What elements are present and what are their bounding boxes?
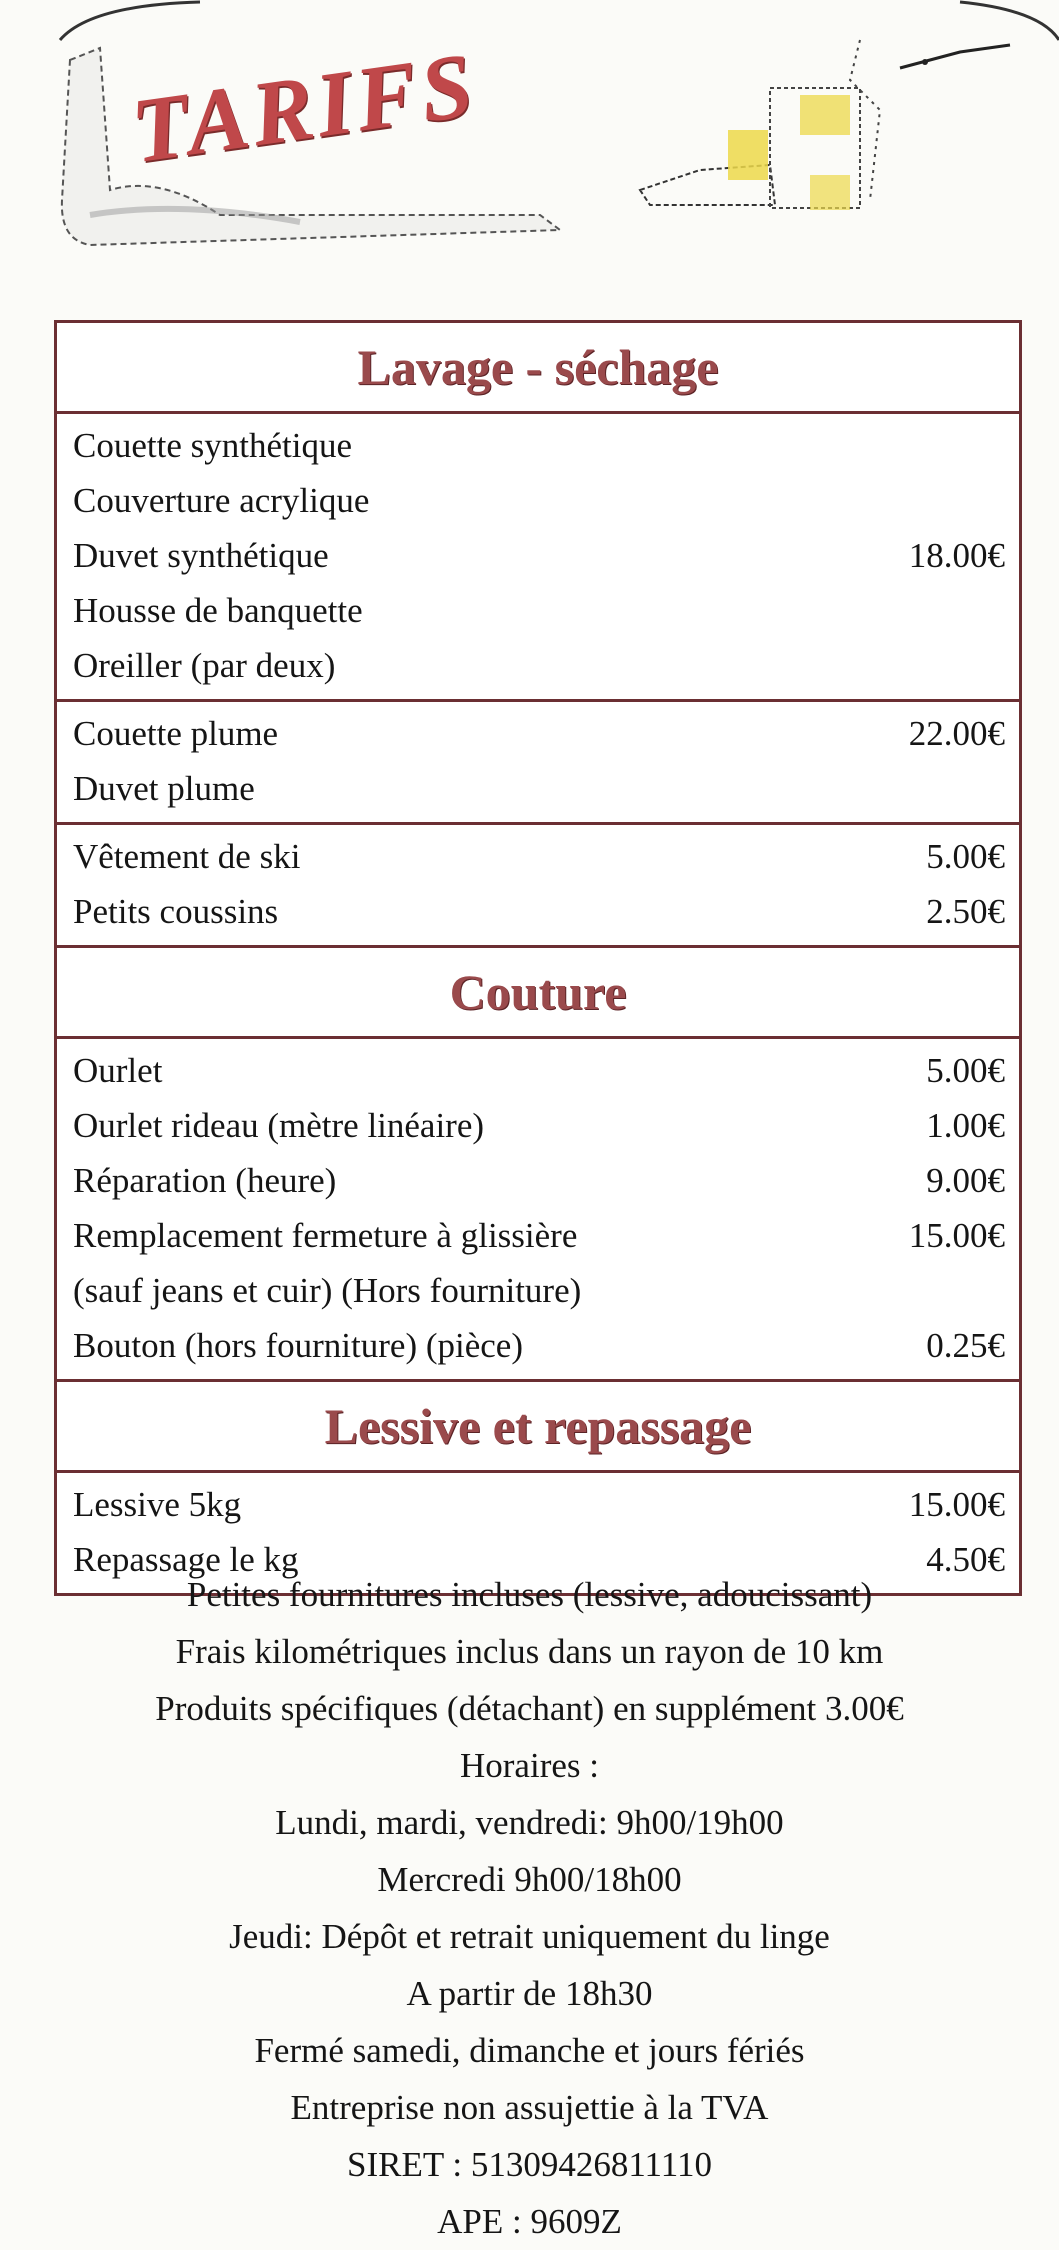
price-group <box>57 414 1019 702</box>
item-label: Couverture acrylique <box>73 480 370 520</box>
iron-icon <box>640 40 1010 210</box>
section-title: Lavage - séchage <box>57 323 1019 414</box>
price-row <box>57 829 1019 884</box>
item-label: Remplacement fermeture à glissière <box>73 1215 578 1255</box>
footer-line: Horaires : <box>460 1746 599 1785</box>
item-price: 2.50€ <box>926 891 1005 931</box>
price-row <box>57 1098 1019 1153</box>
item-label: Couette plume <box>73 713 279 753</box>
price-row <box>57 761 1019 816</box>
footer-line: APE : 9609Z <box>437 2202 622 2241</box>
item-label: Repassage le kg <box>73 1539 299 1579</box>
item-label: Lessive 5kg <box>73 1484 242 1524</box>
price-row <box>57 1043 1019 1098</box>
item-price: 22.00€ <box>908 713 1005 753</box>
item-label: Petits coussins <box>73 891 279 931</box>
footer-line: Fermé samedi, dimanche et jours fériés <box>254 2031 805 2070</box>
price-row <box>57 473 1019 528</box>
price-row <box>57 706 1019 761</box>
item-price: 9.00€ <box>926 1160 1005 1200</box>
price-group <box>57 1039 1019 1382</box>
footer-line: A partir de 18h30 <box>406 1974 653 2013</box>
footer-line: Mercredi 9h00/18h00 <box>377 1860 682 1899</box>
price-group <box>57 702 1019 825</box>
price-row <box>57 418 1019 473</box>
page-title: TARIFS <box>125 32 483 183</box>
price-row <box>57 1318 1019 1373</box>
price-table <box>54 320 1022 1596</box>
item-label: Ourlet rideau (mètre linéaire) <box>73 1105 485 1145</box>
item-label: Réparation (heure) <box>73 1160 337 1200</box>
footer-line: SIRET : 51309426811110 <box>347 2145 712 2184</box>
corner-arc-right <box>960 2 1059 40</box>
item-label: Duvet synthétique <box>73 535 329 575</box>
item-price: 15.00€ <box>908 1215 1005 1255</box>
item-price: 1.00€ <box>926 1105 1005 1145</box>
price-group <box>57 825 1019 948</box>
item-price: 15.00€ <box>908 1484 1005 1524</box>
item-label: Oreiller (par deux) <box>73 645 336 685</box>
price-row <box>57 528 1019 583</box>
item-price: 4.50€ <box>926 1539 1005 1579</box>
price-row <box>57 884 1019 939</box>
item-label: Vêtement de ski <box>73 836 301 876</box>
item-price: 18.00€ <box>908 535 1005 575</box>
price-row <box>57 638 1019 693</box>
item-price: 5.00€ <box>926 836 1005 876</box>
price-row <box>57 1208 1019 1263</box>
footer-line: Jeudi: Dépôt et retrait uniquement du linge <box>229 1917 830 1956</box>
price-row <box>57 583 1019 638</box>
item-label: Couette synthétique <box>73 425 352 465</box>
item-price: 0.25€ <box>926 1325 1005 1365</box>
corner-arc-left <box>60 2 200 40</box>
item-label: Duvet plume <box>73 768 255 808</box>
footer-line: Frais kilométriques inclus dans un rayon de 10 km <box>175 1632 884 1671</box>
price-row <box>57 1153 1019 1208</box>
footer-notes <box>0 1566 1059 2250</box>
footer-line: Produits spécifiques (détachant) en supplément 3.00€ <box>155 1689 904 1728</box>
footer-line: Entreprise non assujettie à la TVA <box>290 2088 769 2127</box>
item-label: Housse de banquette <box>73 590 363 630</box>
item-label: Bouton (hors fourniture) (pièce) <box>73 1325 523 1365</box>
footer-line: Lundi, mardi, vendredi: 9h00/19h00 <box>275 1803 784 1842</box>
header <box>0 0 1059 280</box>
price-row <box>57 1263 1019 1318</box>
section-title: Lessive et repassage <box>57 1382 1019 1473</box>
price-row <box>57 1477 1019 1532</box>
item-price: 5.00€ <box>926 1050 1005 1090</box>
section-title: Couture <box>57 948 1019 1039</box>
item-label: Ourlet <box>73 1050 163 1090</box>
footer-line: Petites fournitures incluses (lessive, adoucissant) <box>186 1575 873 1614</box>
item-label: (sauf jeans et cuir) (Hors fourniture) <box>73 1270 582 1310</box>
